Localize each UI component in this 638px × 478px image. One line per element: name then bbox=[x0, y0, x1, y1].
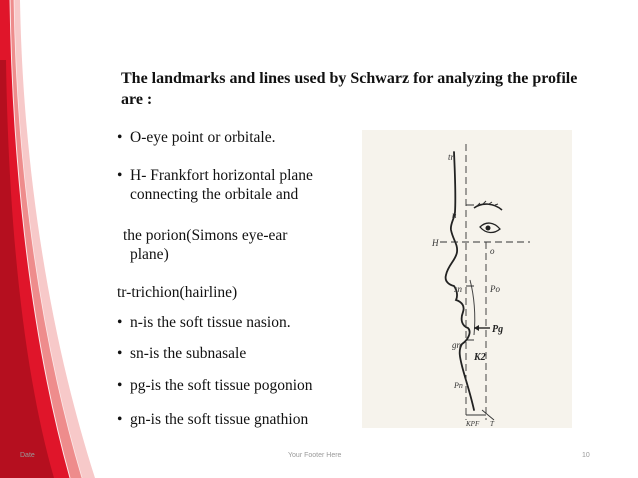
bullet-icon: • bbox=[117, 377, 123, 394]
label-n: n bbox=[452, 210, 457, 220]
list-item-text: pg-is the soft tissue pogonion bbox=[130, 377, 313, 394]
list-item-text: connecting the orbitale and bbox=[130, 186, 299, 203]
page-number: 10 bbox=[582, 452, 590, 459]
list-item-text: H- Frankfort horizontal plane bbox=[130, 167, 313, 184]
paragraph-line: the porion(Simons eye-ear bbox=[123, 227, 288, 244]
paragraph-line: tr-trichion(hairline) bbox=[117, 284, 238, 301]
label-sn: sn bbox=[454, 284, 463, 294]
label-pg: Pg bbox=[492, 324, 504, 335]
list-item-text: sn-is the subnasale bbox=[130, 345, 247, 362]
list-item-text: n-is the soft tissue nasion. bbox=[130, 314, 291, 331]
paragraph-line: plane) bbox=[130, 246, 169, 263]
slide-title: The landmarks and lines used by Schwarz for analyzing the profile are : bbox=[121, 70, 578, 108]
list-item-text: O-eye point or orbitale. bbox=[130, 129, 276, 146]
label-kpf: KPF bbox=[466, 420, 480, 428]
label-gn: gn bbox=[452, 340, 461, 350]
bullet-icon: • bbox=[117, 314, 123, 331]
list-item bbox=[117, 166, 372, 204]
footer-date: Date bbox=[20, 452, 35, 459]
label-h: H bbox=[432, 238, 439, 248]
label-o: o bbox=[490, 246, 495, 256]
profile-drawing bbox=[362, 130, 572, 428]
bullet-icon: • bbox=[117, 411, 123, 428]
bullet-icon: • bbox=[117, 167, 123, 184]
list-item bbox=[117, 410, 372, 429]
label-pn: Pn bbox=[454, 381, 463, 390]
list-item bbox=[117, 376, 372, 395]
list-item bbox=[117, 344, 372, 363]
label-po: Po bbox=[490, 284, 500, 294]
list-item bbox=[117, 313, 372, 332]
list-item bbox=[117, 128, 372, 147]
label-k2: K2 bbox=[474, 352, 486, 363]
bullet-icon: • bbox=[117, 345, 123, 362]
paragraph bbox=[117, 226, 372, 264]
left-decoration bbox=[0, 0, 120, 478]
paragraph bbox=[117, 283, 372, 302]
label-t: T bbox=[490, 420, 494, 428]
bullet-icon: • bbox=[117, 129, 123, 146]
label-tr: tr bbox=[448, 152, 455, 162]
footer-text: Your Footer Here bbox=[288, 452, 342, 459]
profile-diagram bbox=[362, 130, 572, 428]
list-item-text: gn-is the soft tissue gnathion bbox=[130, 411, 309, 428]
